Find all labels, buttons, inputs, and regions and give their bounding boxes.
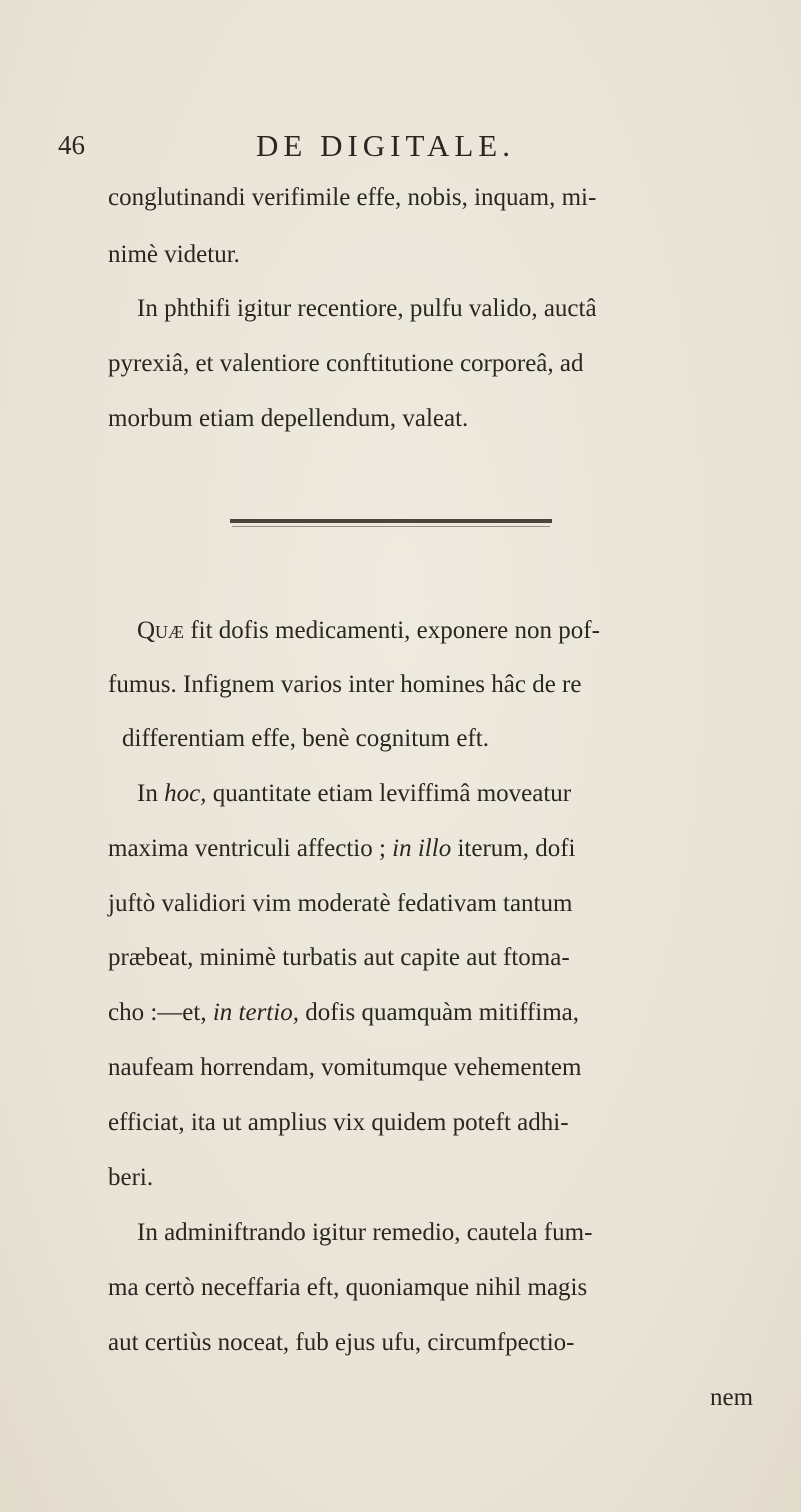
section-divider — [230, 519, 552, 523]
text-line: maxima ventriculi affectio ; in illo iterum, dofi — [108, 835, 576, 862]
text-line: Quæ fit dofis medicamenti, exponere non pof- — [137, 617, 600, 644]
text-line: morbum etiam depellendum, valeat. — [108, 405, 469, 432]
text-line: præbeat, minimè turbatis aut capite aut ftoma- — [108, 944, 570, 971]
text-line: juftò validiori vim moderatè fedativam tantum — [108, 890, 573, 917]
text-line: fumus. Infignem varios inter homines hâc de re — [108, 671, 582, 698]
page-header — [0, 128, 801, 168]
text-line: nimè videtur. — [108, 241, 240, 268]
page-number: 46 — [58, 130, 85, 160]
text-line: ma certò neceffaria eft, quoniamque nihil magis — [108, 1274, 588, 1301]
running-head: DE DIGITALE. — [256, 128, 515, 163]
text-line: In phthifi igitur recentiore, pulfu valido, auctâ — [137, 295, 597, 322]
text-line: beri. — [108, 1164, 154, 1191]
text-line: In adminiftrando igitur remedio, cautela fum- — [137, 1219, 593, 1246]
text-line: differentiam effe, benè cognitum eft. — [122, 725, 489, 752]
text-line: In hoc, quantitate etiam leviffimâ moveatur — [137, 780, 572, 807]
text-line: naufeam horrendam, vomitumque vehementem — [108, 1054, 582, 1081]
section-divider-thin — [232, 526, 550, 527]
text-line: conglutinandi verifimile effe, nobis, inquam, mi- — [108, 184, 597, 211]
text-line: aut certiùs noceat, fub ejus ufu, circumfpectio- — [108, 1329, 575, 1356]
text-line: efficiat, ita ut amplius vix quidem poteft adhi- — [108, 1109, 569, 1136]
text-line: cho :—et, in tertio, dofis quamquàm mitiffima, — [108, 999, 580, 1026]
catchword: nem — [710, 1384, 754, 1411]
text-line: pyrexiâ, et valentiore conftitutione corporeâ, ad — [108, 350, 584, 377]
